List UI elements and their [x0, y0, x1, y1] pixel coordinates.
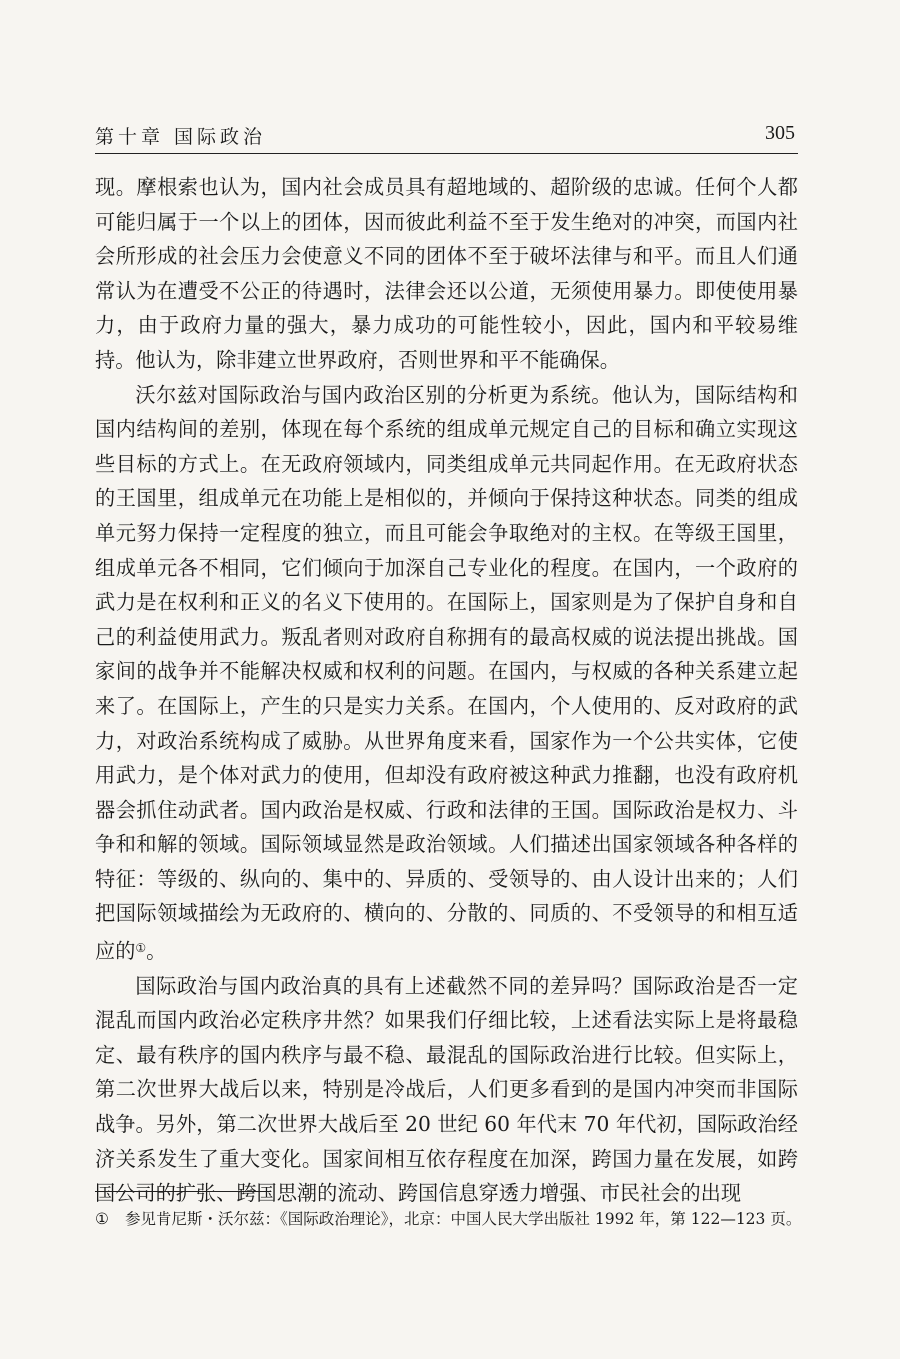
page-number: 305 [765, 122, 795, 144]
running-header [95, 122, 795, 152]
footnote-divider [95, 1191, 271, 1192]
paragraph-waltz [95, 378, 798, 969]
paragraph-continued: 现。摩根索也认为，国内社会成员具有超地域的、超阶级的忠诚。任何个人都可能归属于一个以上的团体，因而彼此利益不至于发生绝对的冲突，而国内社会所形成的社会压力会使意义不同的团体不至于破坏法律与和平。而且人们通常认为在遭受不公正的待遇时，法律会还以公道，无须使用暴力。即使使用暴力，由于政府力量的强大，暴力成功的可能性较小，因此，国内和平较易维持。他认为，除非建立世界政府，否则世界和平不能确保。 [95, 175, 798, 372]
header-divider [95, 153, 798, 154]
paragraph-waltz-end: 。 [146, 939, 167, 964]
footnote-reference[interactable]: ① [135, 941, 147, 956]
body-text [95, 170, 798, 1211]
footnote-marker: ① [95, 1210, 109, 1228]
footnote-text: 参见肯尼斯・沃尔兹：《国际政治理论》，北京：中国人民大学出版社 1992 年，第 122—123 页。 [125, 1210, 802, 1228]
footnote [95, 1208, 805, 1230]
paragraph-waltz-text: 沃尔兹对国际政治与国内政治区别的分析更为系统。他认为，国际结构和国内结构间的差别，体现在每个系统的组成单元规定自己的目标和确立实现这些目标的方式上。在无政府领域内，同类组成单元共同起作用。在无政府状态的王国里，组成单元在功能上是相似的，并倾向于保持这种状态。同类的组成单元努力保持一定程度的独立，而且可能会争取绝对的主权。在等级王国里，组成单元各不相同，它们倾向于加深自己专业化的程度。在国内，一个政府的武力是在权利和正义的名义下使用的。在国际上，国家则是为了保护自身和自己的利益使用武力。叛乱者则对政府自称拥有的最高权威的说法提出挑战。国家间的战争并不能解决权威和权利的问题。在国内，与权威的各种关系建立起来了。在国际上，产生的只是实力关系。在国内，个人使用的、反对政府的武力，对政治系统构成了威胁。从世界角度来看，国家作为一个公共实体，它使用武力，是个体对武力的使用，但却没有政府被这种武力推翻，也没有政府机器会抓住动武者。国内政治是权威、行政和法律的王国。国际政治是权力、斗争和和解的领域。国际领域显然是政治领域。人们描述出国家领域各种各样的特征：等级的、纵向的、集中的、异质的、受领导的、由人设计出来的；人们把国际领域描绘为无政府的、横向的、分散的、同质的、不受领导的和相互适应的 [95, 382, 798, 964]
paragraph-comparison: 国际政治与国内政治真的具有上述截然不同的差异吗？国际政治是否一定混乱而国内政治必定秩序井然？如果我们仔细比较，上述看法实际上是将最稳定、最有秩序的国内秩序与最不稳、最混乱的国际政治进行比较。但实际上，第二次世界大战后以来，特别是冷战后，人们更多看到的是国内冲突而非国际战争。另外，第二次世界大战后至 20 世纪 60 年代末 70 年代初，国际政治经济关系发生了重大变化。国家间相互依存程度在加深，跨国力量在发展，如跨国公司的扩张、跨国思潮的流动、跨国信息穿透力增强、市民社会的出现 [95, 973, 798, 1206]
chapter-title: 第十章 国际政治 [95, 126, 267, 148]
